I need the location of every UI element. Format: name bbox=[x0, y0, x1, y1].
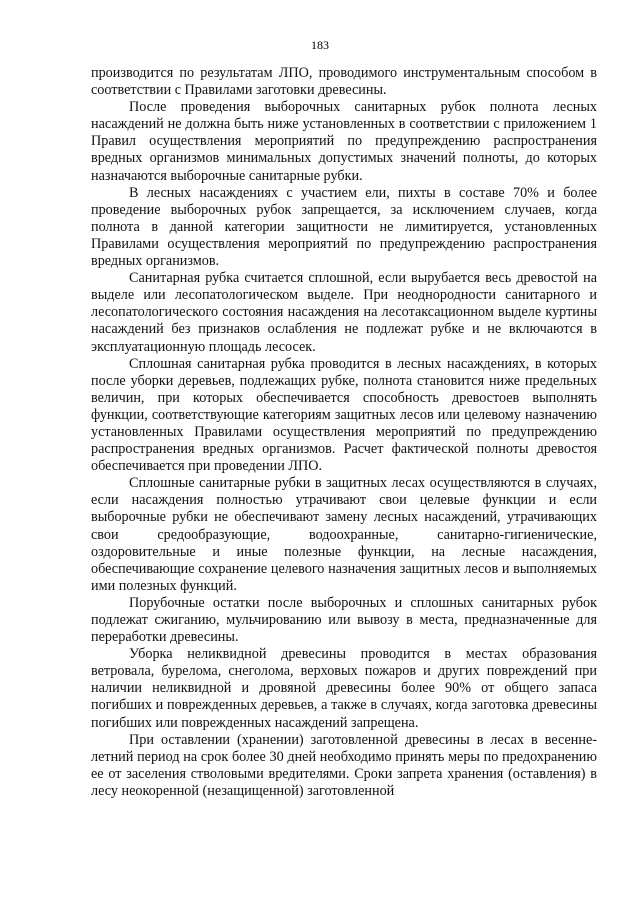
paragraph-9: При оставлении (хранении) заготовленной древесины в лесах в весенне-летний период на срок более 30 дней необходимо принять меры по предохранению ее от заселения стволовыми вредителями. Сроки запрета хранения (оставления) в лесу неокоренной (незащищенной) заготовленной bbox=[91, 731, 597, 799]
document-body bbox=[91, 65, 597, 800]
paragraph-5: Сплошная санитарная рубка проводится в лесных насаждениях, в которых после уборки деревьев, подлежащих рубке, полнота становится ниже предельных величин, при которых обеспечивается способность древостоев выполнять функции, соответствующие категориям защитных лесов или целевому назначению установленных Правилами осуществления мероприятий по предупреждению распространения вредных организмов. Расчет фактической полноты древостоя обеспечивается при проведении ЛПО. bbox=[91, 355, 597, 475]
paragraph-8: Уборка неликвидной древесины проводится в местах образования ветровала, бурелома, снеголома, верховых пожаров и других повреждений при наличии неликвидной и дровяной древесины более 90% от общего запаса погибших и поврежденных деревьев, а также в случаях, когда заготовка древесины погибших или поврежденных насаждений запрещена. bbox=[91, 646, 597, 731]
paragraph-4: Санитарная рубка считается сплошной, если вырубается весь древостой на выделе или лесопатологическом выделе. При неоднородности санитарного и лесопатологического состояния насаждения на лесотаксационном выделе куртины насаждений без признаков ослабления не подлежат рубке и не включаются в эксплуатационную площадь лесосек. bbox=[91, 270, 597, 355]
paragraph-2: После проведения выборочных санитарных рубок полнота лесных насаждений не должна быть ниже установленных в соответствии с приложением 1 Правил осуществления мероприятий по предупреждению распространения вредных организмов минимальных допустимых значений полноты, до которых назначаются выборочные санитарные рубки. bbox=[91, 99, 597, 184]
paragraph-7: Порубочные остатки после выборочных и сплошных санитарных рубок подлежат сжиганию, мульчированию или вывозу в места, предназначенные для переработки древесины. bbox=[91, 594, 597, 646]
paragraph-6: Сплошные санитарные рубки в защитных лесах осуществляются в случаях, если насаждения полностью утрачивают свои целевые функции и если выборочные рубки не обеспечивают замену лесных насаждений, утрачивающих свои средообразующие, водоохранные, санитарно-гигиенические, оздоровительные и иные полезные функции, на лесные насаждения, обеспечивающие сохранение целевого назначения защитных лесов и выполняемых ими полезных функций. bbox=[91, 475, 597, 594]
page-number: 183 bbox=[311, 38, 329, 52]
paragraph-3: В лесных насаждениях с участием ели, пихты в составе 70% и более проведение выборочных рубок запрещается, за исключением случаев, когда полнота в данной категории защитности не лимитируется, установленных Правилами осуществления мероприятий по предупреждению распространения вредных организмов. bbox=[91, 184, 597, 270]
paragraph-1: производится по результатам ЛПО, проводимого инструментальным способом в соответствии с Правилами заготовки древесины. bbox=[91, 65, 597, 99]
